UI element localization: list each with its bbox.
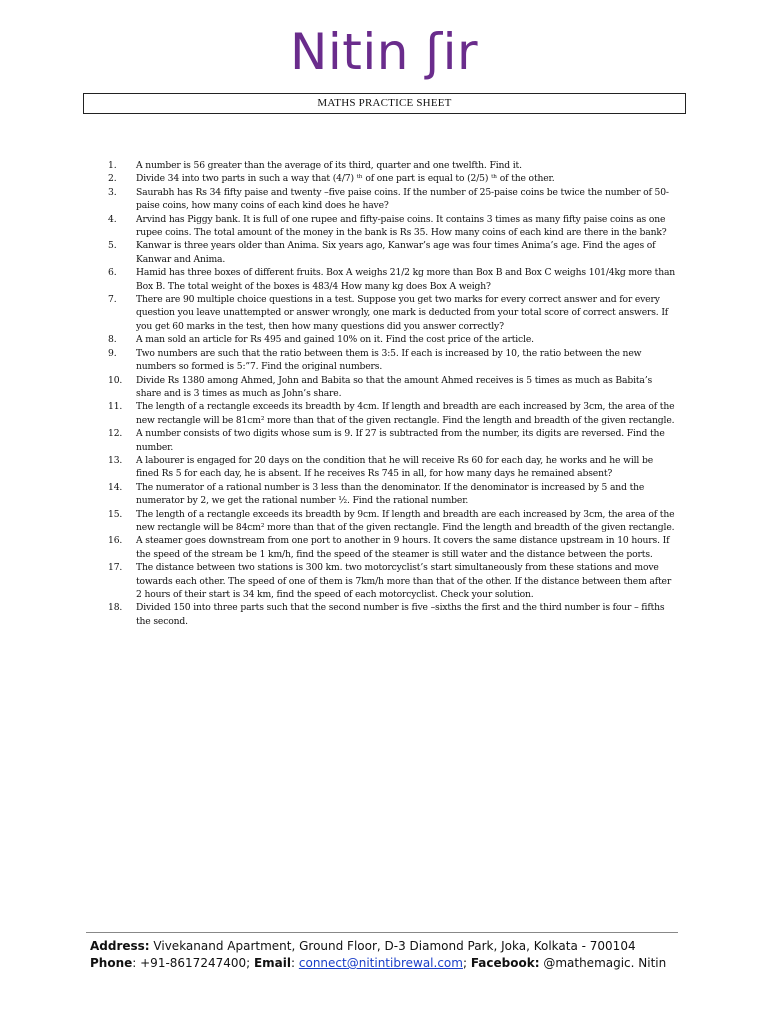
question-item bbox=[108, 601, 678, 628]
question-number: 8. bbox=[108, 334, 117, 346]
question-text: Saurabh has Rs 34 fifty paise and twenty –five paise coins. If the number of 25-paise coins be twice the number of 50-paise coins, how many coins of each kind does he have? bbox=[136, 186, 669, 212]
question-item bbox=[108, 186, 678, 213]
question-item bbox=[108, 239, 678, 266]
question-item bbox=[108, 534, 678, 561]
question-item bbox=[108, 481, 678, 508]
question-number: 6. bbox=[108, 267, 117, 279]
question-number: 12. bbox=[108, 428, 123, 440]
question-text: The numerator of a rational number is 3 less than the denominator. If the denominator is increased by 5 and the numerator by 2, we get the rational number ½. Find the rational number. bbox=[136, 481, 645, 507]
facebook-separator: ; bbox=[462, 956, 471, 970]
question-text: Arvind has Piggy bank. It is full of one rupee and fifty-paise coins. It contains 3 times as many fifty paise coins as one rupee coins. The total amount of the money in the bank is Rs 35. How many coins of each kind are there in the bank? bbox=[136, 213, 667, 239]
question-text: A number consists of two digits whose sum is 9. If 27 is subtracted from the number, its digits are reversed. Find the number. bbox=[136, 428, 665, 453]
phone-value: : +91-8617247400; bbox=[132, 956, 254, 970]
email-separator: : bbox=[291, 956, 299, 970]
question-number: 9. bbox=[108, 347, 117, 359]
question-number: 3. bbox=[108, 186, 117, 198]
question-text: Two numbers are such that the ratio between them is 3:5. If each is increased by 10, the ratio between the new numbers so formed is 5:”7. Find the original numbers. bbox=[136, 347, 642, 373]
question-text: The length of a rectangle exceeds its breadth by 4cm. If length and breadth are each increased by 3cm, the area of the new rectangle will be 81cm² more than that of the given rectangle. Find the length and breadth of the given rectangle. bbox=[136, 401, 675, 426]
question-item bbox=[108, 213, 678, 240]
question-item bbox=[108, 454, 678, 481]
question-text: Kanwar is three years older than Anima. Six years ago, Kanwar’s age was four times Anima’s age. Find the ages of Kanwar and Anima. bbox=[136, 240, 656, 265]
question-item bbox=[108, 374, 678, 401]
question-text: A steamer goes downstream from one port to another in 9 hours. It covers the same distance upstream in 10 hours. If the speed of the stream be 1 km/h, find the speed of the steamer is still water and the distance between the ports. bbox=[136, 535, 670, 560]
question-text: The length of a rectangle exceeds its breadth by 9cm. If length and breadth are each increased by 3cm, the area of the new rectangle will be 84cm² more than that of the given rectangle. Find the length and breadth of the given rectangle. bbox=[136, 508, 675, 533]
question-item bbox=[108, 333, 678, 346]
question-item bbox=[108, 293, 678, 333]
email-label: Email bbox=[253, 956, 292, 970]
question-number: 16. bbox=[108, 535, 123, 547]
address-value: Vivekanand Apartment, Ground Floor, D-3 Diamond Park, Joka, Kolkata - 700104 bbox=[149, 939, 636, 953]
question-number: 14. bbox=[108, 481, 123, 493]
question-number: 18. bbox=[108, 602, 123, 614]
question-number: 5. bbox=[108, 240, 117, 252]
footer-divider bbox=[86, 932, 678, 933]
question-text: The distance between two stations is 300 km. two motorcyclist’s start simultaneously from these stations and move towards each other. The speed of one of them is 7km/h more than that of the other. If the distance between them after 2 hours of their start is 34 km, find the speed of each motorcyclist. Check your solution. bbox=[136, 562, 672, 600]
question-item bbox=[108, 347, 678, 374]
question-item bbox=[108, 561, 678, 601]
question-text: There are 90 multiple choice questions in a test. Suppose you get two marks for every correct answer and for every question you leave unattempted or answer wrongly, one mark is deducted from your total score of correct answers. If you get 60 marks in the test, then how many questions did you answer correctly? bbox=[136, 294, 669, 332]
address-label: Address: bbox=[90, 939, 150, 953]
question-item bbox=[108, 159, 678, 172]
question-number: 1. bbox=[108, 160, 117, 171]
question-item bbox=[108, 427, 678, 454]
question-text: Divide Rs 1380 among Ahmed, John and Babita so that the amount Ahmed receives is 5 times as much as Babita’s share and is 3 times as much as John’s share. bbox=[136, 374, 653, 399]
facebook-value: @mathemagic. Nitin bbox=[539, 956, 667, 970]
brand-logo: Nitin ʃir bbox=[289, 23, 479, 81]
question-item bbox=[108, 508, 678, 535]
question-number: 7. bbox=[108, 294, 117, 306]
question-number: 17. bbox=[108, 562, 123, 574]
question-list bbox=[108, 159, 678, 628]
question-number: 15. bbox=[108, 508, 123, 520]
facebook-label: Facebook: bbox=[470, 956, 540, 970]
question-number: 10. bbox=[108, 374, 123, 386]
question-text: A number is 56 greater than the average of its third, quarter and one twelfth. Find it. bbox=[136, 160, 522, 171]
question-number: 11. bbox=[108, 401, 123, 413]
question-item bbox=[108, 172, 678, 185]
footer-contact bbox=[90, 955, 690, 971]
question-number: 4. bbox=[108, 213, 117, 225]
question-text: Divided 150 into three parts such that the second number is five –sixths the first and the third number is four – fifths the second. bbox=[136, 602, 665, 627]
question-text: Hamid has three boxes of different fruits. Box A weighs 21/2 kg more than Box B and Box C weighs 101/4kg more than Box B. The total weight of the boxes is 483/4 How many kg does Box A weigh? bbox=[136, 267, 676, 292]
email-link[interactable]: connect@nitintibrewal.com bbox=[298, 956, 463, 970]
footer-address bbox=[90, 938, 690, 954]
question-number: 2. bbox=[108, 173, 117, 185]
question-text: Divide 34 into two parts in such a way that (4/7) ᵗʰ of one part is equal to (2/5) ᵗʰ of the other. bbox=[136, 173, 555, 185]
question-text: A labourer is engaged for 20 days on the condition that he will receive Rs 60 for each day, he works and he will be fined Rs 5 for each day, he is absent. If he receives Rs 745 in all, for how many days he remained absent? bbox=[136, 454, 653, 480]
question-text: A man sold an article for Rs 495 and gained 10% on it. Find the cost price of the article. bbox=[136, 334, 534, 346]
question-number: 13. bbox=[108, 454, 123, 466]
phone-label: Phone bbox=[90, 956, 133, 970]
question-item bbox=[108, 266, 678, 293]
question-item bbox=[108, 400, 678, 427]
sheet-title: MATHS PRACTICE SHEET bbox=[83, 93, 686, 114]
